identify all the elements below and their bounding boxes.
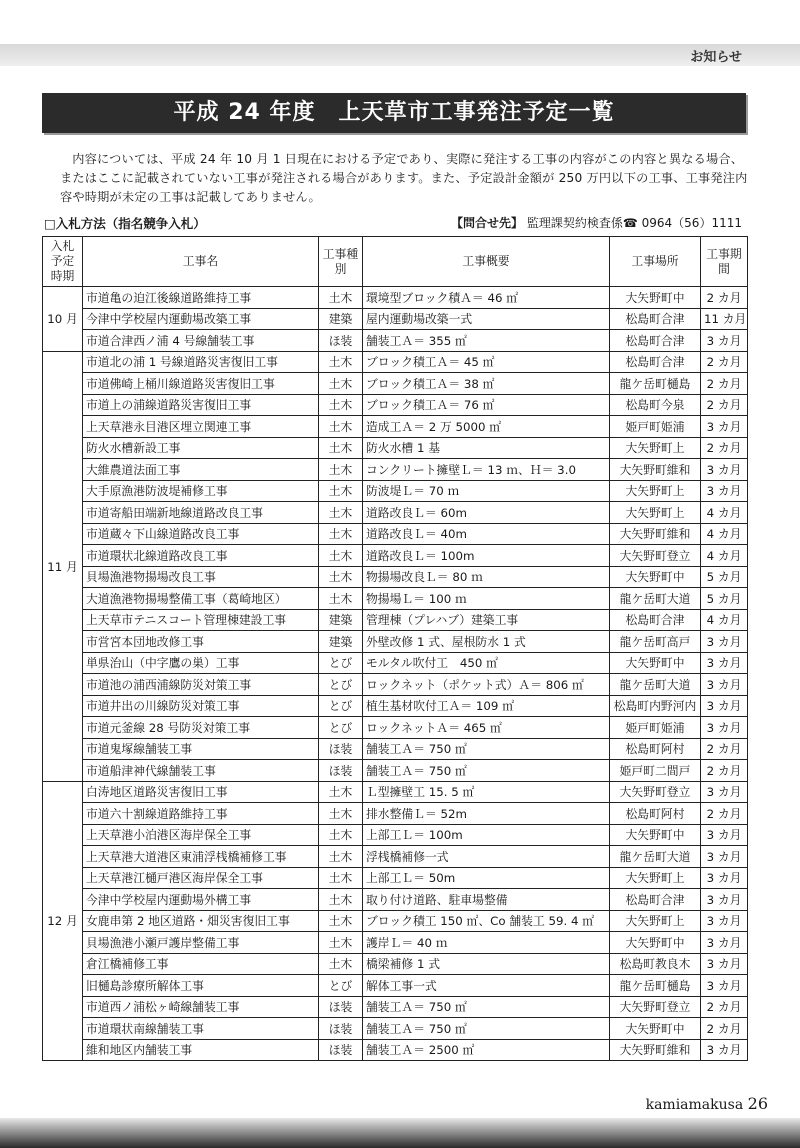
work-location-cell: 大矢野町維和 — [610, 459, 701, 481]
work-duration-cell: 3 カ月 — [701, 846, 748, 868]
header-period: 入札予定時期 — [43, 237, 83, 287]
work-duration-cell: 2 カ月 — [701, 996, 748, 1018]
work-desc-cell: 排水整備Ｌ＝ 52m — [363, 803, 610, 825]
work-type-cell: 土木 — [319, 803, 363, 825]
table-row — [43, 652, 748, 674]
work-type-cell: 土木 — [319, 781, 363, 803]
work-type-cell: 土木 — [319, 394, 363, 416]
table-row — [43, 480, 748, 502]
work-location-cell: 龍ケ岳町樋島 — [610, 373, 701, 395]
work-type-cell: とび — [319, 695, 363, 717]
contact-label: 【問合せ先】 — [451, 216, 524, 230]
work-type-cell: 土木 — [319, 287, 363, 309]
work-location-cell: 松島町合津 — [610, 308, 701, 330]
work-desc-cell: 舗装工Ａ＝ 2500 ㎡ — [363, 1039, 610, 1061]
work-type-cell: とび — [319, 652, 363, 674]
work-name-cell: 大手原漁港防波堤補修工事 — [83, 480, 319, 502]
work-desc-cell: 舗装工Ａ＝ 750 ㎡ — [363, 996, 610, 1018]
work-name-cell: 市道船津神代線舗装工事 — [83, 760, 319, 782]
work-type-cell: ほ装 — [319, 760, 363, 782]
work-location-cell: 大矢野町中 — [610, 566, 701, 588]
footer — [646, 1094, 768, 1113]
month-cell: 12 月 — [43, 781, 83, 1061]
work-desc-cell: 外壁改修 1 式、屋根防水 1 式 — [363, 631, 610, 653]
work-name-cell: 市道蔵々下山線道路改良工事 — [83, 523, 319, 545]
work-desc-cell: 物揚場改良Ｌ＝ 80 ｍ — [363, 566, 610, 588]
table-row — [43, 459, 748, 481]
work-duration-cell: 2 カ月 — [701, 760, 748, 782]
work-name-cell: 市道合津西ノ浦 4 号線舗装工事 — [83, 330, 319, 352]
work-duration-cell: 3 カ月 — [701, 330, 748, 352]
work-duration-cell: 2 カ月 — [701, 373, 748, 395]
work-duration-cell: 4 カ月 — [701, 609, 748, 631]
work-location-cell: 松島町阿村 — [610, 738, 701, 760]
work-desc-cell: 取り付け道路、駐車場整備 — [363, 889, 610, 911]
work-location-cell: 松島町合津 — [610, 889, 701, 911]
contact-info — [451, 214, 742, 231]
work-name-cell: 今津中学校屋内運動場外構工事 — [83, 889, 319, 911]
work-desc-cell: ブロック積工Ａ＝ 38 ㎡ — [363, 373, 610, 395]
table-row — [43, 330, 748, 352]
work-location-cell: 大矢野町中 — [610, 932, 701, 954]
work-desc-cell: 橋梁補修 1 式 — [363, 953, 610, 975]
contact-text: 監理課契約検査係☎ 0964（56）1111 — [526, 216, 742, 230]
work-desc-cell: ブロック積工 150 ㎡、Co 舗装工 59. 4 ㎡ — [363, 910, 610, 932]
table-row — [43, 545, 748, 567]
work-location-cell: 松島町今泉 — [610, 394, 701, 416]
work-duration-cell: 3 カ月 — [701, 1039, 748, 1061]
work-type-cell: ほ装 — [319, 996, 363, 1018]
intro-paragraph: 内容については、平成 24 年 10 月 1 日現在における予定であり、実際に発注する工事の内容がこの内容と異なる場合、またはここに記載されていない工事が発注される場合があります。また、予定設計金額が 250 万円以下の工事、工事発注内容や時期が未定の工事は記載してありません。 — [60, 152, 748, 204]
work-desc-cell: 防波堤Ｌ＝ 70 ｍ — [363, 480, 610, 502]
table-row — [43, 996, 748, 1018]
work-duration-cell: 3 カ月 — [701, 695, 748, 717]
table-row — [43, 416, 748, 438]
work-location-cell: 松島町内野河内 — [610, 695, 701, 717]
table-row — [43, 932, 748, 954]
work-name-cell: 上天草港大道港区東浦浮桟橋補修工事 — [83, 846, 319, 868]
section-label: お知らせ — [690, 50, 742, 65]
work-location-cell: 松島町合津 — [610, 351, 701, 373]
table-row — [43, 566, 748, 588]
work-name-cell: 旧樋島診療所解体工事 — [83, 975, 319, 997]
work-location-cell: 松島町合津 — [610, 609, 701, 631]
table-row — [43, 781, 748, 803]
work-desc-cell: 解体工事一式 — [363, 975, 610, 997]
work-type-cell: 土木 — [319, 416, 363, 438]
work-location-cell: 大矢野町上 — [610, 502, 701, 524]
work-name-cell: 市道亀の迫江後線道路維持工事 — [83, 287, 319, 309]
work-name-cell: 市道西ノ浦松ヶ崎線舗装工事 — [83, 996, 319, 1018]
page-title: 平成 24 年度 上天草市工事発注予定一覧 — [42, 93, 746, 133]
work-desc-cell: 道路改良Ｌ＝ 60m — [363, 502, 610, 524]
work-duration-cell: 3 カ月 — [701, 867, 748, 889]
work-name-cell: 市営宮本団地改修工事 — [83, 631, 319, 653]
work-location-cell: 松島町合津 — [610, 330, 701, 352]
work-duration-cell: 5 カ月 — [701, 566, 748, 588]
work-type-cell: 土木 — [319, 910, 363, 932]
work-duration-cell: 2 カ月 — [701, 351, 748, 373]
work-location-cell: 龍ケ岳町大道 — [610, 674, 701, 696]
work-name-cell: 市道鬼塚線舗装工事 — [83, 738, 319, 760]
work-location-cell: 大矢野町上 — [610, 480, 701, 502]
bottom-bar — [0, 1118, 800, 1148]
work-type-cell: 土木 — [319, 932, 363, 954]
work-duration-cell: 3 カ月 — [701, 910, 748, 932]
work-location-cell: 松島町教良木 — [610, 953, 701, 975]
work-name-cell: 今津中学校屋内運動場改築工事 — [83, 308, 319, 330]
work-desc-cell: コンクリート擁壁Ｌ＝ 13 ｍ、Ｈ＝ 3.0 — [363, 459, 610, 481]
work-location-cell: 大矢野町登立 — [610, 996, 701, 1018]
work-location-cell: 龍ケ岳町高戸 — [610, 631, 701, 653]
work-name-cell: 市道井出の川線防災対策工事 — [83, 695, 319, 717]
work-duration-cell: 2 カ月 — [701, 437, 748, 459]
work-type-cell: 土木 — [319, 846, 363, 868]
work-desc-cell: 護岸Ｌ＝ 40 ｍ — [363, 932, 610, 954]
work-desc-cell: 環境型ブロック積Ａ＝ 46 ㎡ — [363, 287, 610, 309]
work-name-cell: 上天草港小泊港区海岸保全工事 — [83, 824, 319, 846]
work-name-cell: 市道六十割線道路維持工事 — [83, 803, 319, 825]
work-type-cell: とび — [319, 975, 363, 997]
work-type-cell: とび — [319, 674, 363, 696]
work-name-cell: 市道環状南線舗装工事 — [83, 1018, 319, 1040]
table-row — [43, 1039, 748, 1061]
table-row — [43, 373, 748, 395]
work-location-cell: 姫戸町姫浦 — [610, 416, 701, 438]
work-location-cell: 大矢野町登立 — [610, 545, 701, 567]
work-location-cell: 大矢野町維和 — [610, 523, 701, 545]
work-desc-cell: 造成工Ａ＝ 2 万 5000 ㎡ — [363, 416, 610, 438]
work-type-cell: 建築 — [319, 609, 363, 631]
work-desc-cell: Ｌ型擁壁工 15. 5 ㎡ — [363, 781, 610, 803]
work-duration-cell: 2 カ月 — [701, 287, 748, 309]
work-duration-cell: 3 カ月 — [701, 953, 748, 975]
header-type: 工事種別 — [319, 237, 363, 287]
work-type-cell: 建築 — [319, 308, 363, 330]
work-desc-cell: 舗装工Ａ＝ 355 ㎡ — [363, 330, 610, 352]
work-name-cell: 単県治山（中字鷹の巣）工事 — [83, 652, 319, 674]
work-type-cell: 土木 — [319, 867, 363, 889]
work-duration-cell: 2 カ月 — [701, 394, 748, 416]
work-location-cell: 龍ケ岳町大道 — [610, 846, 701, 868]
work-desc-cell: 道路改良Ｌ＝ 40m — [363, 523, 610, 545]
work-duration-cell: 3 カ月 — [701, 717, 748, 739]
table-row — [43, 394, 748, 416]
work-duration-cell: 2 カ月 — [701, 803, 748, 825]
month-cell: 10 月 — [43, 287, 83, 352]
work-duration-cell: 5 カ月 — [701, 588, 748, 610]
table-row — [43, 588, 748, 610]
work-name-cell: 市道池の浦西浦線防災対策工事 — [83, 674, 319, 696]
work-type-cell: 土木 — [319, 480, 363, 502]
work-duration-cell: 3 カ月 — [701, 480, 748, 502]
work-location-cell: 松島町阿村 — [610, 803, 701, 825]
work-type-cell: 土木 — [319, 351, 363, 373]
table-row — [43, 975, 748, 997]
work-duration-cell: 4 カ月 — [701, 502, 748, 524]
work-desc-cell: 屋内運動場改築一式 — [363, 308, 610, 330]
table-row — [43, 609, 748, 631]
work-duration-cell: 3 カ月 — [701, 416, 748, 438]
table-row — [43, 889, 748, 911]
work-type-cell: 土木 — [319, 824, 363, 846]
work-location-cell: 大矢野町登立 — [610, 781, 701, 803]
work-duration-cell: 3 カ月 — [701, 652, 748, 674]
work-type-cell: 土木 — [319, 523, 363, 545]
work-desc-cell: 道路改良Ｌ＝ 100m — [363, 545, 610, 567]
work-name-cell: 市道元釜線 28 号防災対策工事 — [83, 717, 319, 739]
work-desc-cell: 防火水槽 1 基 — [363, 437, 610, 459]
work-type-cell: 土木 — [319, 588, 363, 610]
work-type-cell: 土木 — [319, 545, 363, 567]
work-desc-cell: 植生基材吹付工Ａ＝ 109 ㎡ — [363, 695, 610, 717]
page-number: 26 — [747, 1094, 768, 1113]
table-row — [43, 523, 748, 545]
work-type-cell: 土木 — [319, 889, 363, 911]
work-duration-cell: 3 カ月 — [701, 824, 748, 846]
work-duration-cell: 4 カ月 — [701, 523, 748, 545]
work-name-cell: 大道漁港物揚場整備工事（葛崎地区） — [83, 588, 319, 610]
work-type-cell: ほ装 — [319, 330, 363, 352]
work-duration-cell: 11 カ月 — [701, 308, 748, 330]
work-location-cell: 大矢野町維和 — [610, 1039, 701, 1061]
table-row — [43, 631, 748, 653]
work-duration-cell: 3 カ月 — [701, 975, 748, 997]
work-desc-cell: ロックネットＡ＝ 465 ㎡ — [363, 717, 610, 739]
work-desc-cell: 舗装工Ａ＝ 750 ㎡ — [363, 1018, 610, 1040]
work-desc-cell: 舗装工Ａ＝ 750 ㎡ — [363, 760, 610, 782]
work-location-cell: 大矢野町中 — [610, 652, 701, 674]
table-row — [43, 717, 748, 739]
work-location-cell: 姫戸町二間戸 — [610, 760, 701, 782]
work-location-cell: 大矢野町上 — [610, 437, 701, 459]
table-row — [43, 867, 748, 889]
work-name-cell: 女鹿串第 2 地区道路・畑災害復旧工事 — [83, 910, 319, 932]
work-duration-cell: 4 カ月 — [701, 545, 748, 567]
work-desc-cell: 管理棟（プレハブ）建築工事 — [363, 609, 610, 631]
work-location-cell: 姫戸町姫浦 — [610, 717, 701, 739]
work-type-cell: 土木 — [319, 566, 363, 588]
table-row — [43, 953, 748, 975]
table-row — [43, 824, 748, 846]
header-duration: 工事期間 — [701, 237, 748, 287]
table-row — [43, 760, 748, 782]
work-name-cell: 白涛地区道路災害復旧工事 — [83, 781, 319, 803]
table-row — [43, 695, 748, 717]
table-row — [43, 846, 748, 868]
work-desc-cell: 上部工Ｌ＝ 100m — [363, 824, 610, 846]
work-duration-cell: 2 カ月 — [701, 738, 748, 760]
work-type-cell: ほ装 — [319, 1039, 363, 1061]
table-row — [43, 803, 748, 825]
work-desc-cell: モルタル吹付工 450 ㎡ — [363, 652, 610, 674]
work-desc-cell: 舗装工Ａ＝ 750 ㎡ — [363, 738, 610, 760]
work-duration-cell: 3 カ月 — [701, 932, 748, 954]
table-row — [43, 287, 748, 309]
work-name-cell: 貝場漁港物揚場改良工事 — [83, 566, 319, 588]
work-desc-cell: ブロック積工Ａ＝ 76 ㎡ — [363, 394, 610, 416]
work-duration-cell: 2 カ月 — [701, 1018, 748, 1040]
table-body — [43, 287, 748, 1061]
work-desc-cell: 物揚場Ｌ＝ 100 ｍ — [363, 588, 610, 610]
work-type-cell: ほ装 — [319, 1018, 363, 1040]
work-name-cell: 維和地区内舗装工事 — [83, 1039, 319, 1061]
table-row — [43, 674, 748, 696]
work-type-cell: とび — [319, 717, 363, 739]
work-duration-cell: 3 カ月 — [701, 459, 748, 481]
work-name-cell: 防火水槽新設工事 — [83, 437, 319, 459]
work-name-cell: 上天草市テニスコート管理棟建設工事 — [83, 609, 319, 631]
work-location-cell: 大矢野町中 — [610, 287, 701, 309]
table-row — [43, 1018, 748, 1040]
work-location-cell: 龍ケ岳町樋島 — [610, 975, 701, 997]
table-row — [43, 308, 748, 330]
work-desc-cell: ブロック積工Ａ＝ 45 ㎡ — [363, 351, 610, 373]
work-location-cell: 龍ケ岳町大道 — [610, 588, 701, 610]
work-duration-cell: 3 カ月 — [701, 674, 748, 696]
table-row — [43, 502, 748, 524]
table-row — [43, 437, 748, 459]
work-location-cell: 大矢野町中 — [610, 1018, 701, 1040]
table-row — [43, 910, 748, 932]
work-type-cell: 土木 — [319, 953, 363, 975]
work-name-cell: 貝場漁港小瀬戸護岸整備工事 — [83, 932, 319, 954]
work-name-cell: 市道上の浦線道路災害復旧工事 — [83, 394, 319, 416]
work-duration-cell: 3 カ月 — [701, 889, 748, 911]
header-name: 工事名 — [83, 237, 319, 287]
footer-brand: kamiamakusa — [645, 1097, 744, 1113]
work-type-cell: ほ装 — [319, 738, 363, 760]
work-desc-cell: 浮桟橋補修一式 — [363, 846, 610, 868]
work-desc-cell: 上部工Ｌ＝ 50m — [363, 867, 610, 889]
work-name-cell: 市道環状北線道路改良工事 — [83, 545, 319, 567]
work-type-cell: 土木 — [319, 437, 363, 459]
work-type-cell: 土木 — [319, 459, 363, 481]
table-row — [43, 351, 748, 373]
work-name-cell: 市道佛崎上桶川線道路災害復旧工事 — [83, 373, 319, 395]
header-location: 工事場所 — [610, 237, 701, 287]
work-type-cell: 建築 — [319, 631, 363, 653]
work-duration-cell: 3 カ月 — [701, 781, 748, 803]
header-desc: 工事概要 — [363, 237, 610, 287]
work-type-cell: 土木 — [319, 502, 363, 524]
work-desc-cell: ロックネット（ポケット式）Ａ＝ 806 ㎡ — [363, 674, 610, 696]
work-name-cell: 市道北の浦 1 号線道路災害復旧工事 — [83, 351, 319, 373]
table-row — [43, 738, 748, 760]
work-location-cell: 大矢野町上 — [610, 910, 701, 932]
work-name-cell: 上天草港永目港区埋立関連工事 — [83, 416, 319, 438]
work-name-cell: 大維農道法面工事 — [83, 459, 319, 481]
month-cell: 11 月 — [43, 351, 83, 781]
table-header-row — [43, 237, 748, 287]
work-name-cell: 上天草港江樋戸港区海岸保全工事 — [83, 867, 319, 889]
work-name-cell: 倉江橋補修工事 — [83, 953, 319, 975]
work-location-cell: 大矢野町上 — [610, 867, 701, 889]
construction-schedule-table — [42, 236, 748, 1061]
work-name-cell: 市道寄船田端新地線道路改良工事 — [83, 502, 319, 524]
work-duration-cell: 3 カ月 — [701, 631, 748, 653]
work-location-cell: 大矢野町中 — [610, 824, 701, 846]
top-bar — [0, 44, 800, 66]
work-type-cell: 土木 — [319, 373, 363, 395]
bid-method: □入札方法（指名競争入札） — [44, 216, 206, 231]
